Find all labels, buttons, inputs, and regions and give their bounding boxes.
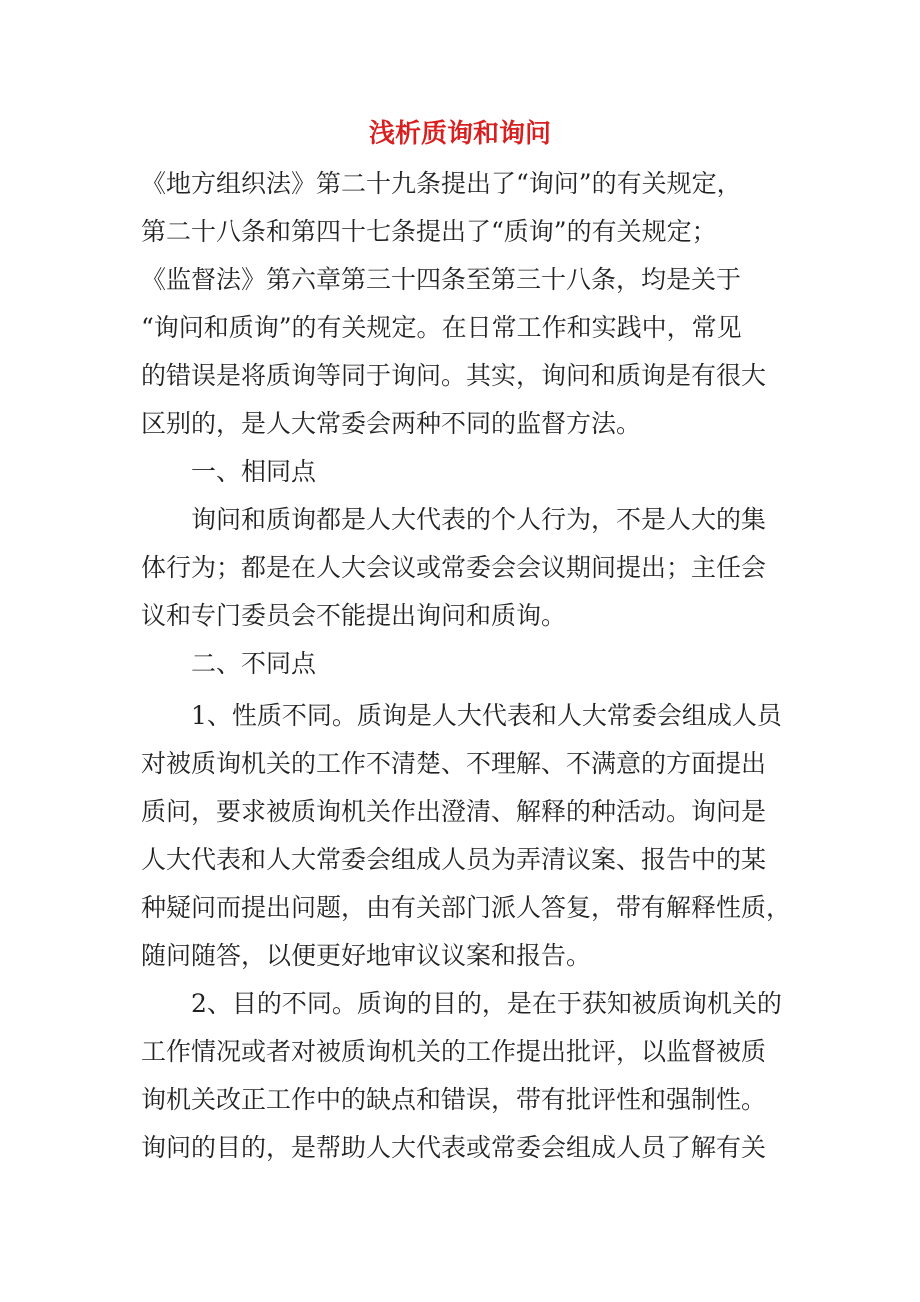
text-line: 第二十八条和第四十七条提出了“质询”的有关规定； [141, 217, 717, 246]
document-title: 浅析质询和询问 [368, 119, 551, 149]
text-line: 体行为；都是在人大会议或常委会会议期间提出；主任会 [141, 553, 767, 582]
section-heading: 一、相同点 [191, 457, 317, 486]
text-line: 询问的目的，是帮助人大代表或常委会组成人员了解有关 [141, 1133, 767, 1162]
text-line: 随问随答，以便更好地审议议案和报告。 [141, 941, 592, 970]
text-line: 区别的，是人大常委会两种不同的监督方法。 [141, 409, 642, 438]
text-line: 2、目的不同。质询的目的，是在于获知被质询机关的 [191, 989, 782, 1018]
text-line: 询机关改正工作中的缺点和错误，带有批评性和强制性。 [141, 1085, 767, 1114]
text-line: 《地方组织法》第二十九条提出了“询问”的有关规定， [141, 169, 742, 198]
text-line: 议和专门委员会不能提出询问和质询。 [141, 601, 567, 630]
text-line: 工作情况或者对被质询机关的工作提出批评，以监督被质 [141, 1037, 767, 1066]
text-line: “询问和质询”的有关规定。在日常工作和实践中，常见 [141, 313, 742, 342]
text-line: 种疑问而提出问题，由有关部门派人答复，带有解释性质， [141, 893, 792, 922]
text-line: 人大代表和人大常委会组成人员为弄清议案、报告中的某 [141, 845, 767, 874]
text-line: 《监督法》第六章第三十四条至第三十八条，均是关于 [141, 265, 742, 294]
text-line: 质问，要求被质询机关作出澄清、解释的种活动。询问是 [141, 797, 767, 826]
text-line: 对被质询机关的工作不清楚、不理解、不满意的方面提出 [141, 749, 767, 778]
section-heading: 二、不同点 [191, 649, 317, 678]
text-line: 1、性质不同。质询是人大代表和人大常委会组成人员 [191, 701, 782, 730]
text-line: 询问和质询都是人大代表的个人行为，不是人大的集 [191, 505, 767, 534]
text-line: 的错误是将质询等同于询问。其实，询问和质询是有很大 [141, 361, 767, 390]
